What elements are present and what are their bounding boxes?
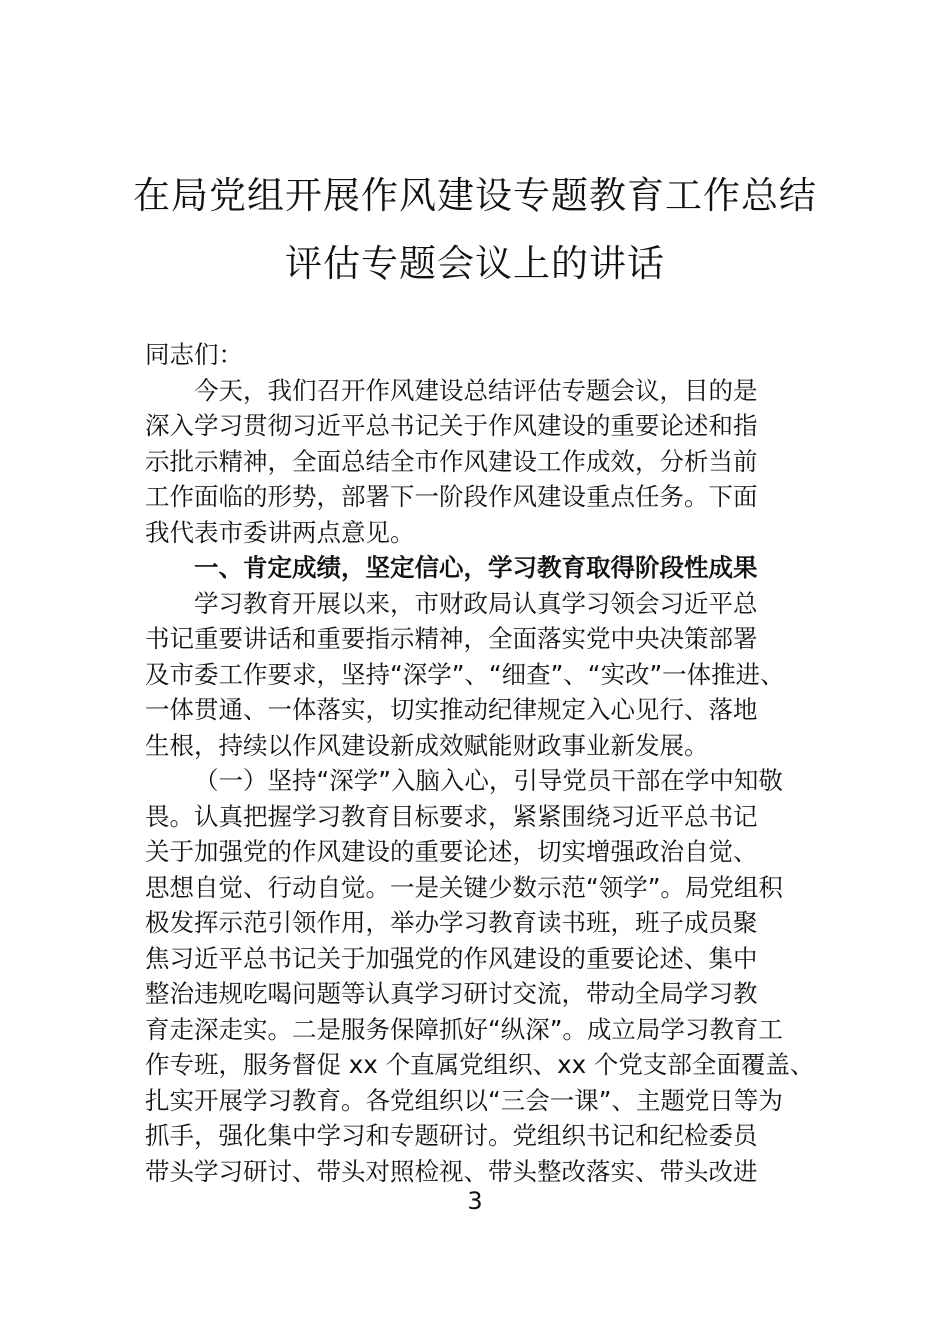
paragraph-line: 生根，持续以作风建设新成效赋能财政事业新发展。	[145, 730, 709, 760]
salutation: 同志们：	[145, 340, 243, 369]
document-title-line-2: 评估专题会议上的讲话	[285, 242, 665, 285]
paragraph-line: 整治违规吃喝问题等认真学习研讨交流，带动全局学习教	[145, 979, 758, 1008]
paragraph-line: 极发挥示范引领作用，举办学习教育读书班，班子成员聚	[145, 908, 758, 937]
paragraph-line: （一）坚持“深学”入脑入心，引导党员干部在学中知敬	[194, 766, 783, 795]
paragraph-line: 扎实开展学习教育。各党组织以“三会一课”、主题党日等为	[145, 1085, 783, 1115]
paragraph-line: 我代表市委讲两点意见。	[145, 517, 415, 547]
document-title-line-1: 在局党组开展作风建设专题教育工作总结	[133, 174, 817, 217]
section-heading: 一、肯定成绩，坚定信心，学习教育取得阶段性成果	[194, 553, 758, 582]
paragraph-line: 示批示精神，全面总结全市作风建设工作成效，分析当前	[145, 446, 758, 476]
paragraph-line: 工作面临的形势，部署下一阶段作风建设重点任务。下面	[145, 482, 758, 511]
paragraph-line: 深入学习贯彻习近平总书记关于作风建设的重要论述和指	[145, 411, 758, 440]
paragraph-line: 书记重要讲话和重要指示精神，全面落实党中央决策部署	[145, 624, 758, 653]
paragraph-line: 思想自觉、行动自觉。一是关键少数示范“领学”。局党组积	[145, 872, 783, 902]
paragraph-line: 作专班，服务督促 xx 个直属党组织、xx 个党支部全面覆盖、	[145, 1050, 815, 1079]
paragraph-line: 带头学习研讨、带头对照检视、带头整改落实、带头改进	[145, 1156, 758, 1186]
document-body	[145, 337, 827, 1189]
paragraph-line: 育走深走实。二是服务保障抓好“纵深”。成立局学习教育工	[145, 1014, 783, 1044]
page-number: 3	[467, 1187, 483, 1215]
paragraph-line: 抓手，强化集中学习和专题研讨。党组织书记和纪检委员	[145, 1121, 758, 1150]
paragraph-line: 焦习近平总书记关于加强党的作风建设的重要论述、集中	[145, 943, 758, 973]
paragraph-line: 关于加强党的作风建设的重要论述，切实增强政治自觉、	[145, 837, 758, 866]
paragraph-line: 畏。认真把握学习教育目标要求，紧紧围绕习近平总书记	[145, 801, 758, 831]
paragraph-line: 一体贯通、一体落实，切实推动纪律规定入心见行、落地	[145, 695, 758, 724]
paragraph-line: 今天，我们召开作风建设总结评估专题会议，目的是	[194, 375, 758, 405]
paragraph-line: 及市委工作要求，坚持“深学”、“细查”、“实改”一体推进、	[145, 659, 785, 689]
paragraph-line: 学习教育开展以来，市财政局认真学习领会习近平总	[194, 588, 758, 618]
